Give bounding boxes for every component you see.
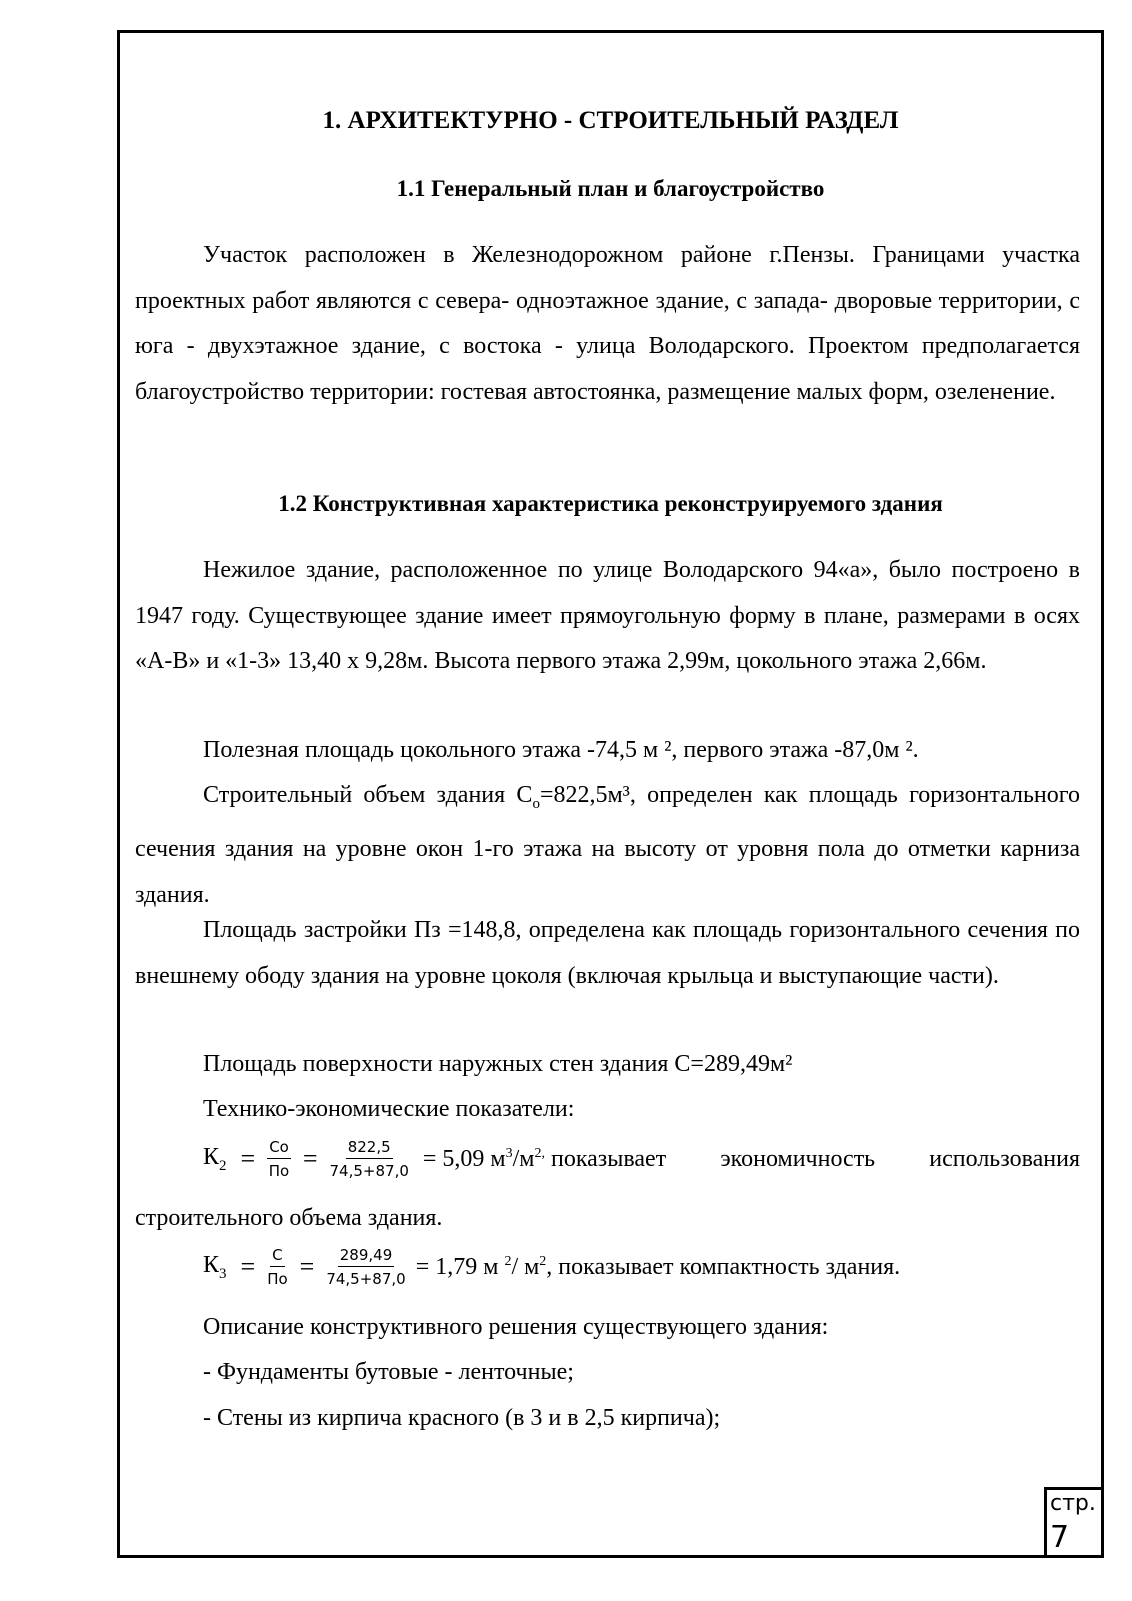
k3-fraction-symbolic: $\frac{С}{По}$ bbox=[267, 1246, 288, 1288]
section-1-1-paragraph: Участок расположен в Железнодорожном районе г.Пензы. Границами участка проектных работ являются с севера- одноэтажное здание, с запада- дворовые территории, с юга - двухэтажное здание, с востока - улица Володарского. Проектом предполагается благоустройство территории: гостевая автостоянка, размещение малых форм, озеленение. bbox=[135, 242, 1080, 405]
volume-rest: =822,5м³, определен как площадь горизонтального сечения здания на уровне окон 1-го этажа на высоту от уровня пола до отметки карниза здания. bbox=[135, 782, 1080, 908]
section-1-2-title: 1.2 Конструктивная характеристика реконструируемого здания bbox=[278, 491, 943, 516]
k3-fraction-numeric: $\frac{289,49}{74,5+87,0}$ bbox=[326, 1246, 406, 1288]
section-1-1-title: 1.1 Генеральный план и благоустройство bbox=[396, 176, 825, 201]
useful-area-line: Полезная площадь цокольного этажа -74,5 м ², первого этажа -87,0м ². bbox=[203, 737, 919, 763]
main-heading: 1. АРХИТЕКТУРНО - СТРОИТЕЛЬНЫЙ РАЗДЕЛ bbox=[322, 107, 899, 134]
k2-continuation: строительного объема здания. bbox=[135, 1205, 443, 1231]
k2-label: $К_2$ bbox=[203, 1143, 227, 1174]
k2-formula: $К_2$ = $\frac{Со}{По}$ = $\frac{822,5}{74,5+87,0}$ = 5,09 $м^3/м^{2,}$ показывает экономичность использования bbox=[203, 1138, 1080, 1180]
indicators-title: Технико-экономические показатели: bbox=[203, 1096, 575, 1122]
volume-prefix: Строительный объем здания С bbox=[203, 782, 533, 808]
build-area-paragraph: Площадь застройки Пз =148,8, определена как площадь горизонтального сечения по внешнему ободу здания на уровне цоколя (включая крыльца и выступающие части). bbox=[135, 917, 1080, 989]
k2-fraction-symbolic: $\frac{Со}{По}$ bbox=[268, 1138, 290, 1180]
page-number-box bbox=[1044, 1487, 1104, 1558]
k2-result: = 5,09 $м^3/м^{2,}$ bbox=[422, 1145, 545, 1172]
volume-subscript: о bbox=[532, 795, 540, 812]
k3-result: = 1,79 м $^2$/ $м^2$, показывает компактность здания. bbox=[415, 1253, 901, 1280]
k2-fraction-numeric: $\frac{822,5}{74,5+87,0}$ bbox=[329, 1138, 409, 1180]
k3-formula: $К_3$ = $\frac{С}{По}$ = $\frac{289,49}{74,5+87,0}$ = 1,79 м $^2$/ $м^2$, показывает компактность здания. bbox=[203, 1246, 901, 1288]
k3-label: $К_3$ bbox=[203, 1251, 227, 1282]
description-title: Описание конструктивного решения существующего здания: bbox=[203, 1314, 829, 1340]
volume-paragraph bbox=[135, 773, 1080, 918]
k2-tail: показывает экономичность использования bbox=[550, 1145, 1080, 1172]
wall-area-line: Площадь поверхности наружных стен здания С=289,49м² bbox=[203, 1051, 793, 1077]
list-item-foundations: - Фундаменты бутовые - ленточные; bbox=[203, 1359, 574, 1385]
list-item-walls: - Стены из кирпича красного (в 3 и в 2,5 кирпича); bbox=[203, 1405, 721, 1431]
page-label: стр. bbox=[1050, 1491, 1096, 1516]
page-number: 7 bbox=[1050, 1520, 1070, 1555]
building-description-paragraph: Нежилое здание, расположенное по улице Володарского 94«а», было построено в 1947 году. Существующее здание имеет прямоугольную форму в плане, размерами в осях «А-В» и «1-3» 13,40 х 9,28м. Высота первого этажа 2,99м, цокольного этажа 2,66м. bbox=[135, 557, 1080, 674]
